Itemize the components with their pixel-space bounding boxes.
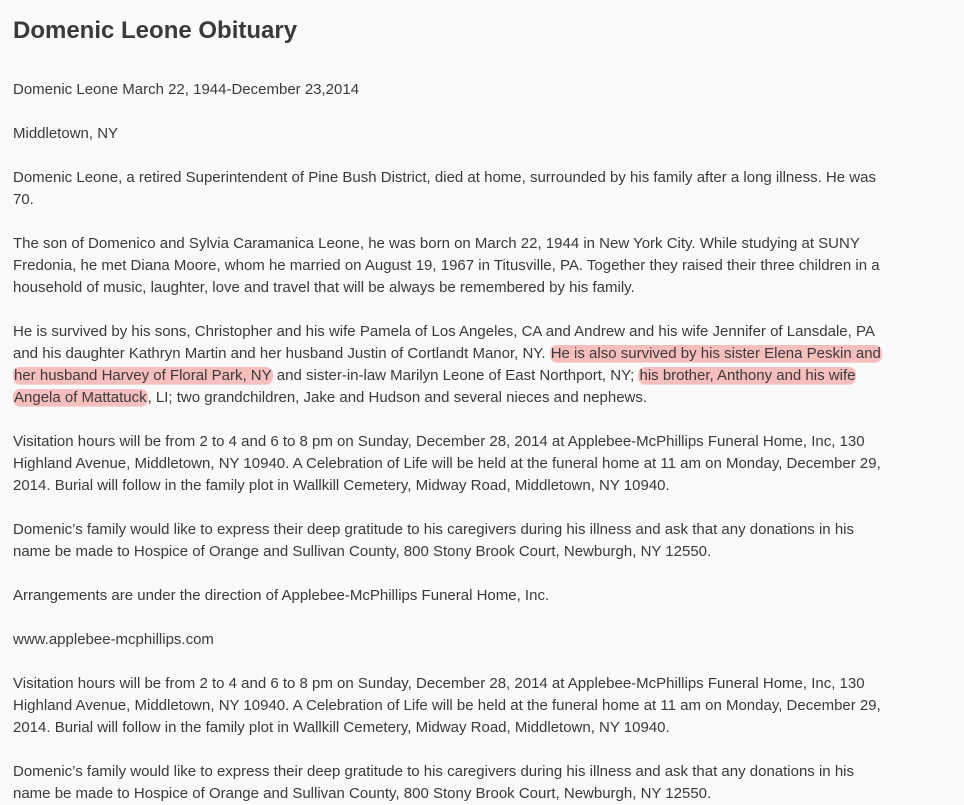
highlight-sister: He is also survived by his sister Elena Peskin and her husband Harvey of Floral Park, NY <box>14 345 881 384</box>
highlight-brother: his brother, Anthony and his wife Angela of Mattatuck <box>14 367 856 406</box>
location-paragraph: Middletown, NY <box>13 125 119 142</box>
visitation-paragraph-repeat: Visitation hours will be from 2 to 4 and 6 to 8 pm on Sunday, December 28, 2014 at Applebee-McPhillips Funeral Home, Inc, 130 Highland Avenue, Middletown, NY 10940. A Celebration of Life will be held at the funeral home at 11 am on Monday, December 29, 2014. Burial will follow in the family plot in Wallkill Cemetery, Midway Road, Middletown, NY 10940. <box>13 675 881 736</box>
survived-text-part1: He is survived by his sons, Christopher and his wife Pamela of Los Angeles, CA and Andrew and his wife Jennifer of Lansdale, PA and his daughter Kathryn Martin and her husband Justin of Cortlandt Manor, NY. <box>13 323 875 362</box>
bio-paragraph: The son of Domenico and Sylvia Caramanica Leone, he was born on March 22, 1944 in New York City. While studying at SUNY Fredonia, he met Diana Moore, whom he married on August 19, 1967 in Titusville, PA. Together they raised their three children in a household of music, laughter, love and travel that will be always be remembered by his family. <box>13 235 880 296</box>
visitation-paragraph: Visitation hours will be from 2 to 4 and 6 to 8 pm on Sunday, December 28, 2014 at Applebee-McPhillips Funeral Home, Inc, 130 Highland Avenue, Middletown, NY 10940. A Celebration of Life will be held at the funeral home at 11 am on Monday, December 29, 2014. Burial will follow in the family plot in Wallkill Cemetery, Midway Road, Middletown, NY 10940. <box>13 433 881 494</box>
gratitude-paragraph-repeat: Domenic’s family would like to express their deep gratitude to his caregivers during his illness and ask that any donations in his name be made to Hospice of Orange and Sullivan County, 800 Stony Brook Court, Newburgh, NY 12550. <box>13 763 854 802</box>
dates-paragraph: Domenic Leone March 22, 1944-December 23,2014 <box>13 81 360 98</box>
survived-text-part3: , LI; two grandchildren, Jake and Hudson and several nieces and nephews. <box>147 389 648 406</box>
website-text: www.applebee-mcphillips.com <box>13 631 214 648</box>
intro-paragraph: Domenic Leone, a retired Superintendent of Pine Bush District, died at home, surrounded by his family after a long illness. He was 70. <box>13 169 876 208</box>
arrangements-paragraph: Arrangements are under the direction of Applebee-McPhillips Funeral Home, Inc. <box>13 587 550 604</box>
survived-text-part2: and sister-in-law Marilyn Leone of East Northport, NY; <box>272 367 639 384</box>
survived-paragraph <box>13 321 893 409</box>
page-title: Domenic Leone Obituary <box>13 17 298 44</box>
gratitude-paragraph: Domenic’s family would like to express their deep gratitude to his caregivers during his illness and ask that any donations in his name be made to Hospice of Orange and Sullivan County, 800 Stony Brook Court, Newburgh, NY 12550. <box>13 521 854 560</box>
obituary-body <box>13 79 893 805</box>
